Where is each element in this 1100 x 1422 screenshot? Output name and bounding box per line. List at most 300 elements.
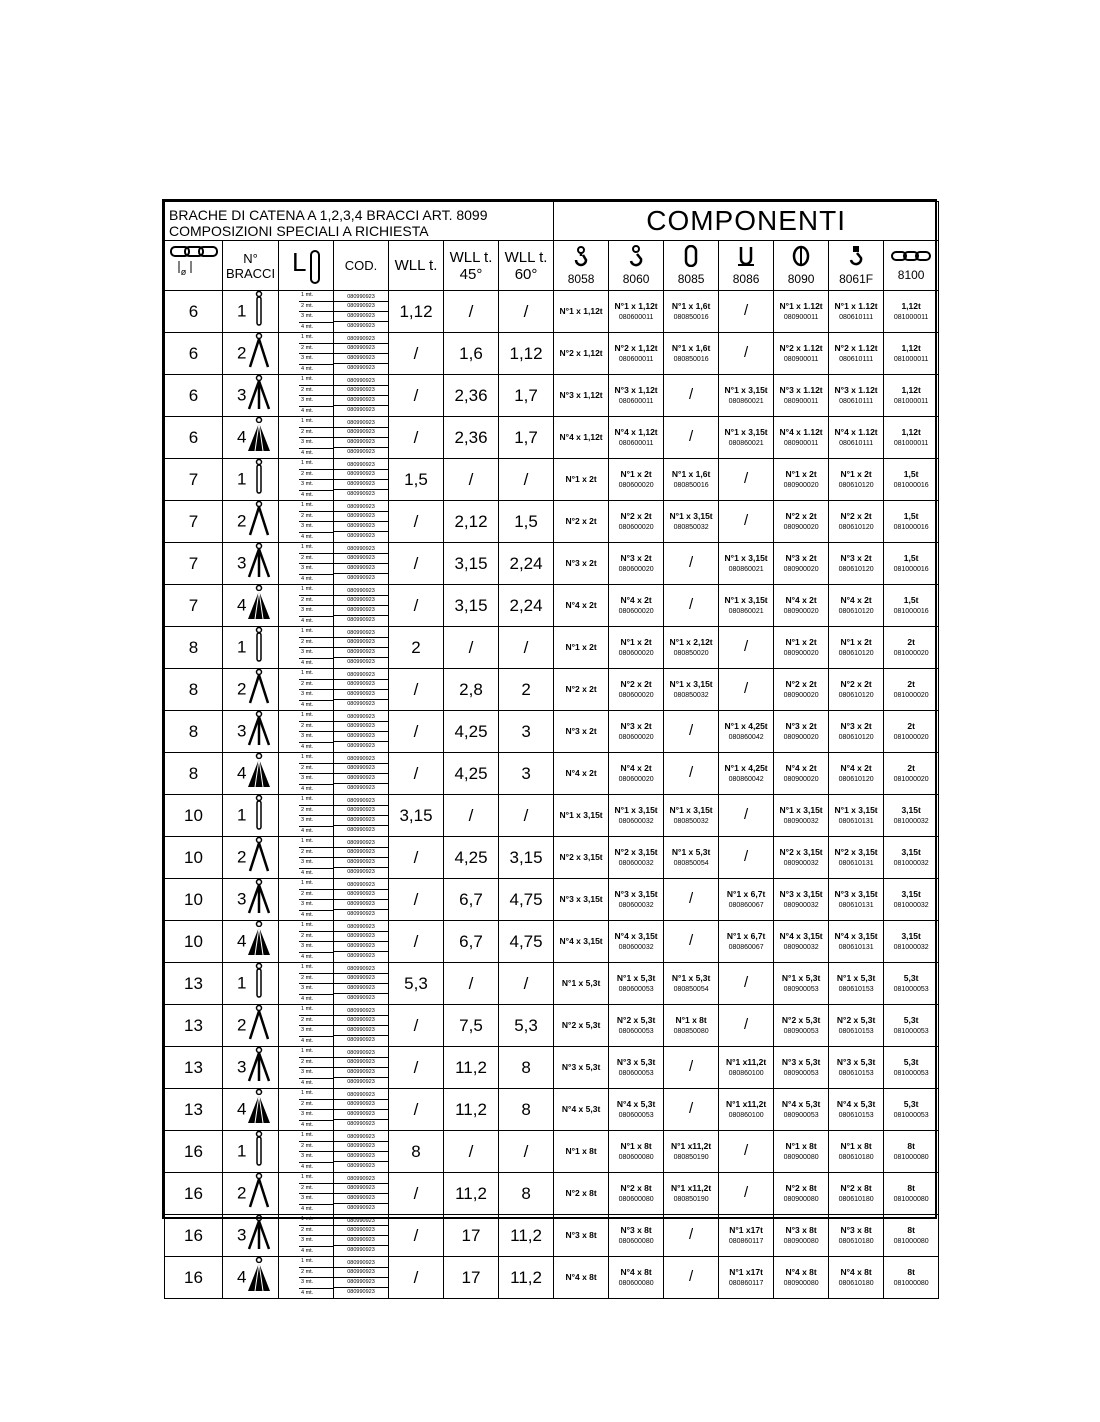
component-code-number: 080900020 xyxy=(783,565,819,573)
chain-8100-icon xyxy=(884,249,938,266)
length-code: 080990923 xyxy=(334,427,388,437)
component-code-number: 080850054 xyxy=(673,859,709,867)
length-option: 4 mt. xyxy=(299,1120,333,1131)
length-option: 4 mt. xyxy=(299,784,333,795)
component-cell-8085 xyxy=(664,1215,719,1257)
component-qty: 5,3t xyxy=(903,1056,919,1067)
length-code: 080990923 xyxy=(334,395,388,405)
length-option: 2 mt. xyxy=(299,553,333,564)
component-cell-8058 xyxy=(554,837,609,879)
component-qty: N°1 x 3,15t xyxy=(724,552,768,563)
component-qty: N°1 x 3,15t xyxy=(669,510,713,521)
length-cell xyxy=(279,1131,334,1173)
length-option: 4 mt. xyxy=(299,826,333,837)
component-qty: 2t xyxy=(907,720,915,731)
component-cell-8058 xyxy=(554,333,609,375)
diameter-header xyxy=(165,241,223,291)
component-qty: N°2 x 5,3t xyxy=(836,1014,876,1025)
wll-cell: 5,3 xyxy=(389,963,444,1005)
length-code: 080990923 xyxy=(334,973,388,983)
wll60-cell: 8 xyxy=(499,1047,554,1089)
arms-count: 4 xyxy=(237,763,247,783)
length-code: 080990923 xyxy=(334,721,388,731)
arms-cell xyxy=(223,1257,279,1299)
component-code-number: 081000020 xyxy=(893,691,929,699)
component-code-number: 081000016 xyxy=(893,565,929,573)
component-cell-8060 xyxy=(609,1257,664,1299)
length-option: 4 mt. xyxy=(299,1162,333,1173)
sling-2-arm-icon xyxy=(246,333,272,374)
arms-count: 3 xyxy=(237,1057,247,1077)
length-option: 1 mt. xyxy=(301,796,314,802)
component-code-number: 080610120 xyxy=(838,523,874,531)
diameter-cell: 16 xyxy=(165,1131,223,1173)
table-row xyxy=(165,501,939,543)
component-cell-8061f xyxy=(829,669,884,711)
component-code-number: 080900020 xyxy=(783,523,819,531)
component-qty: / xyxy=(689,596,694,613)
component-cell-8061f xyxy=(829,501,884,543)
component-code-number: 080900032 xyxy=(783,859,819,867)
length-code: 080990923 xyxy=(334,1245,388,1255)
length-code: 080990923 xyxy=(347,839,375,846)
component-qty: N°2 x 5,3t xyxy=(561,1020,601,1030)
length-code: 080990923 xyxy=(334,815,388,825)
component-cell-8085 xyxy=(664,459,719,501)
component-code-number: 080600020 xyxy=(618,775,654,783)
component-cell-8060 xyxy=(609,1215,664,1257)
length-code: 080990923 xyxy=(334,679,388,689)
component-qty: N°2 x 3,15t xyxy=(834,846,878,857)
table-row xyxy=(165,669,939,711)
length-code: 080990923 xyxy=(347,503,375,510)
component-cell-8100 xyxy=(884,795,939,837)
component-cell-8060 xyxy=(609,1131,664,1173)
component-qty: / xyxy=(744,302,749,319)
component-qty: N°4 x 8t xyxy=(785,1266,817,1277)
component-cell-8086 xyxy=(719,291,774,333)
component-cell-8061f xyxy=(829,1047,884,1089)
wll60-cell: 11,2 xyxy=(499,1215,554,1257)
component-code-number: 081000053 xyxy=(893,1027,929,1035)
component-cell-8061f xyxy=(829,1089,884,1131)
component-code-number: 080600011 xyxy=(618,313,654,321)
component-qty: N°4 x 2t xyxy=(620,594,652,605)
component-cell-8090 xyxy=(774,1173,829,1215)
component-cell-8058 xyxy=(554,1215,609,1257)
code-cell xyxy=(334,333,389,375)
component-cell-8085 xyxy=(664,543,719,585)
length-code: 080990923 xyxy=(334,1225,388,1235)
length-option: 2 mt. xyxy=(299,847,333,858)
sling-2-arm-icon xyxy=(246,669,272,710)
component-code-number: 080610111 xyxy=(839,313,874,321)
code-cell xyxy=(334,543,389,585)
component-qty: N°2 x 1.12t xyxy=(779,342,823,353)
component-cell-8090 xyxy=(774,753,829,795)
component-qty: N°1 x 2t xyxy=(620,636,652,647)
length-option: 1 mt. xyxy=(301,922,314,928)
arms-count: 2 xyxy=(237,343,247,363)
component-qty: N°4 x 2t xyxy=(785,594,817,605)
component-cell-8060 xyxy=(609,1173,664,1215)
wll-cell: / xyxy=(389,669,444,711)
component-qty: N°2 x 1,12t xyxy=(559,348,603,358)
length-option: 1 mt. xyxy=(301,502,314,508)
table-row xyxy=(165,1005,939,1047)
component-qty: 2t xyxy=(907,762,915,773)
length-option: 1 mt. xyxy=(301,418,314,424)
sling-1-arm-icon xyxy=(246,627,272,668)
component-qty: N°2 x 2t xyxy=(840,510,872,521)
component-cell-8100 xyxy=(884,1173,939,1215)
component-code-number: 080860021 xyxy=(728,397,764,405)
component-cell-8100 xyxy=(884,501,939,543)
component-qty: N°1 x 2,12t xyxy=(669,636,713,647)
arms-cell xyxy=(223,291,279,333)
length-option: 2 mt. xyxy=(299,1267,333,1278)
length-option: 4 mt. xyxy=(299,322,333,333)
component-cell-8086 xyxy=(719,921,774,963)
diameter-cell: 16 xyxy=(165,1257,223,1299)
component-qty: N°4 x 2t xyxy=(620,762,652,773)
length-code: 080990923 xyxy=(334,479,388,489)
component-qty: N°3 x 1,12t xyxy=(559,390,603,400)
component-code-number: 080850080 xyxy=(673,1027,709,1035)
component-cell-8060 xyxy=(609,417,664,459)
wll45-cell: 1,6 xyxy=(444,333,499,375)
component-code-number: 080860021 xyxy=(728,607,764,615)
arms-count: 1 xyxy=(237,1141,247,1161)
component-code-number: 080610153 xyxy=(838,1111,874,1119)
component-code-number: 081000011 xyxy=(893,439,929,447)
length-cell xyxy=(279,627,334,669)
component-qty: N°1 x11,2t xyxy=(725,1056,767,1067)
sling-4-arm-icon xyxy=(246,417,272,458)
component-code-number: 080600032 xyxy=(618,943,654,951)
diameter-cell: 10 xyxy=(165,837,223,879)
component-code-number: 080610120 xyxy=(838,649,874,657)
component-code-number: 080600080 xyxy=(618,1279,654,1287)
arms-cell xyxy=(223,1131,279,1173)
length-code: 080990923 xyxy=(334,511,388,521)
wll-cell: / xyxy=(389,1215,444,1257)
wll60-cell: 3,15 xyxy=(499,837,554,879)
component-code-number: 080610180 xyxy=(838,1279,874,1287)
component-header-8085 xyxy=(664,241,719,291)
component-code-number: 080850016 xyxy=(673,481,709,489)
component-cell-8060 xyxy=(609,501,664,543)
component-qty: 3,15t xyxy=(901,804,921,815)
component-code-number: 080850032 xyxy=(673,817,709,825)
component-code-number: 080900020 xyxy=(783,691,819,699)
length-option: 1 mt. xyxy=(301,964,314,970)
component-cell-8061f xyxy=(829,1257,884,1299)
arms-cell xyxy=(223,333,279,375)
diameter-cell: 6 xyxy=(165,291,223,333)
component-code-number: 080610153 xyxy=(838,985,874,993)
length-code: 080990923 xyxy=(334,731,388,741)
component-code-number: 081000016 xyxy=(893,481,929,489)
code-cell xyxy=(334,963,389,1005)
sling-1-arm-icon xyxy=(246,459,272,500)
component-qty: / xyxy=(744,1142,749,1159)
component-cell-8058 xyxy=(554,291,609,333)
component-code-number: 080600032 xyxy=(618,859,654,867)
component-cell-8060 xyxy=(609,291,664,333)
component-code-number: 081000080 xyxy=(893,1237,929,1245)
length-code: 080990923 xyxy=(334,1141,388,1151)
component-qty: N°4 x 2t xyxy=(565,600,597,610)
diameter-cell: 7 xyxy=(165,585,223,627)
component-qty: 3,15t xyxy=(901,846,921,857)
length-code: 080990923 xyxy=(347,1217,375,1224)
component-qty: N°4 x 5,3t xyxy=(561,1104,601,1114)
component-cell-8061f xyxy=(829,837,884,879)
component-code-number: 080600011 xyxy=(618,397,654,405)
wll45-cell: / xyxy=(444,459,499,501)
arms-count: 1 xyxy=(237,301,247,321)
code-cell xyxy=(334,1257,389,1299)
length-option: 1 mt. xyxy=(301,1048,314,1054)
component-qty: / xyxy=(744,1016,749,1033)
component-code: 8090 xyxy=(787,272,815,286)
arms-cell xyxy=(223,375,279,417)
component-cell-8058 xyxy=(554,669,609,711)
component-cell-8100 xyxy=(884,1047,939,1089)
length-code: 080990923 xyxy=(347,797,375,804)
component-cell-8061f xyxy=(829,417,884,459)
length-cell xyxy=(279,795,334,837)
component-cell-8085 xyxy=(664,501,719,543)
diameter-cell: 8 xyxy=(165,711,223,753)
component-code-number: 080600020 xyxy=(618,649,654,657)
wll-cell: / xyxy=(389,501,444,543)
wll-cell: 2 xyxy=(389,627,444,669)
length-option: 3 mt. xyxy=(299,983,333,994)
component-cell-8058 xyxy=(554,375,609,417)
length-code: 080990923 xyxy=(334,437,388,447)
component-cell-8058 xyxy=(554,1173,609,1215)
component-cell-8090 xyxy=(774,543,829,585)
component-code-number: 080900080 xyxy=(783,1237,819,1245)
component-cell-8060 xyxy=(609,585,664,627)
component-code-number: 081000011 xyxy=(893,313,929,321)
length-code: 080990923 xyxy=(334,1057,388,1067)
wll45-cell: 6,7 xyxy=(444,921,499,963)
wll45-cell: 6,7 xyxy=(444,879,499,921)
wll-cell: / xyxy=(389,375,444,417)
component-cell-8058 xyxy=(554,963,609,1005)
component-cell-8058 xyxy=(554,1131,609,1173)
length-code: 080990923 xyxy=(334,605,388,615)
length-option: 3 mt. xyxy=(299,563,333,574)
component-qty: / xyxy=(689,890,694,907)
component-qty: / xyxy=(744,638,749,655)
length-code: 080990923 xyxy=(334,1035,388,1045)
arms-count: 3 xyxy=(237,1225,247,1245)
length-code: 080990923 xyxy=(334,1267,388,1277)
hook-8061f-icon xyxy=(829,245,883,270)
component-cell-8060 xyxy=(609,627,664,669)
length-code: 080990923 xyxy=(334,857,388,867)
wll60-cell: / xyxy=(499,963,554,1005)
table-row xyxy=(165,921,939,963)
component-qty: 2t xyxy=(907,636,915,647)
component-cell-8060 xyxy=(609,1047,664,1089)
hook-8058-icon xyxy=(554,245,608,270)
table-row xyxy=(165,543,939,585)
length-code: 080990923 xyxy=(347,377,375,384)
length-option: 3 mt. xyxy=(299,311,333,322)
component-cell-8090 xyxy=(774,1005,829,1047)
length-option: 4 mt. xyxy=(299,1204,333,1215)
sling-1-arm-icon xyxy=(246,291,272,332)
component-qty: N°1 x 8t xyxy=(840,1140,872,1151)
arms-count: 2 xyxy=(237,511,247,531)
length-cell xyxy=(279,753,334,795)
component-cell-8100 xyxy=(884,417,939,459)
table-row xyxy=(165,1173,939,1215)
sling-2-arm-icon xyxy=(246,501,272,542)
component-cell-8100 xyxy=(884,291,939,333)
component-cell-8085 xyxy=(664,1131,719,1173)
arms-cell xyxy=(223,1089,279,1131)
component-code-number: 080860117 xyxy=(728,1237,764,1245)
length-code: 080990923 xyxy=(347,1259,375,1266)
length-code: 080990923 xyxy=(347,1133,375,1140)
component-cell-8058 xyxy=(554,879,609,921)
length-option: 1 mt. xyxy=(301,334,314,340)
component-cell-8086 xyxy=(719,963,774,1005)
length-cell xyxy=(279,711,334,753)
component-qty: N°1 x 3,15t xyxy=(559,810,603,820)
component-qty: N°1 x17t xyxy=(729,1266,763,1277)
component-code: 8058 xyxy=(567,272,595,286)
component-qty: N°4 x 5,3t xyxy=(836,1098,876,1109)
component-qty: / xyxy=(689,554,694,571)
length-code: 080990923 xyxy=(334,889,388,899)
length-code: 080990923 xyxy=(334,1109,388,1119)
arms-count: 4 xyxy=(237,1099,247,1119)
component-code-number: 080860100 xyxy=(728,1111,764,1119)
arms-cell xyxy=(223,1005,279,1047)
wll-cell: 8 xyxy=(389,1131,444,1173)
arms-cell xyxy=(223,417,279,459)
component-cell-8061f xyxy=(829,795,884,837)
length-code: 080990923 xyxy=(334,783,388,793)
arms-cell xyxy=(223,1215,279,1257)
component-cell-8085 xyxy=(664,333,719,375)
component-qty: / xyxy=(744,470,749,487)
component-cell-8061f xyxy=(829,1215,884,1257)
component-cell-8085 xyxy=(664,417,719,459)
component-code-number: 080600053 xyxy=(618,1069,654,1077)
component-qty: 1,5t xyxy=(903,594,919,605)
length-cell xyxy=(279,1215,334,1257)
diameter-cell: 6 xyxy=(165,375,223,417)
length-cell xyxy=(279,333,334,375)
component-qty: N°1 x 5,3t xyxy=(671,972,711,983)
arms-cell xyxy=(223,1047,279,1089)
arms-cell xyxy=(223,795,279,837)
component-qty: N°4 x 8t xyxy=(565,1272,597,1282)
component-cell-8090 xyxy=(774,795,829,837)
component-code-number: 080850054 xyxy=(673,985,709,993)
length-code: 080990923 xyxy=(334,615,388,625)
component-qty: N°4 x 3,15t xyxy=(779,930,823,941)
table-row xyxy=(165,879,939,921)
sling-4-arm-icon xyxy=(246,1089,272,1130)
length-code: 080990923 xyxy=(334,521,388,531)
component-qty: N°1 x11,2t xyxy=(725,1098,767,1109)
length-option: 3 mt. xyxy=(299,1277,333,1288)
code-cell xyxy=(334,837,389,879)
length-option: 1 mt. xyxy=(301,670,314,676)
component-qty: N°3 x 8t xyxy=(840,1224,872,1235)
code-cell xyxy=(334,1089,389,1131)
component-code-number: 081000053 xyxy=(893,1111,929,1119)
wll60-cell: 8 xyxy=(499,1089,554,1131)
component-code-number: 081000053 xyxy=(893,985,929,993)
component-cell-8058 xyxy=(554,711,609,753)
length-cell xyxy=(279,837,334,879)
table-row xyxy=(165,1131,939,1173)
component-cell-8060 xyxy=(609,333,664,375)
component-qty: N°4 x 2t xyxy=(565,768,597,778)
component-cell-8085 xyxy=(664,711,719,753)
component-code: 8086 xyxy=(732,272,760,286)
length-option: 3 mt. xyxy=(299,1235,333,1246)
arms-cell xyxy=(223,711,279,753)
component-qty: N°4 x 3,15t xyxy=(559,936,603,946)
length-code: 080990923 xyxy=(347,881,375,888)
wll45-cell: / xyxy=(444,795,499,837)
length-code: 080990923 xyxy=(347,1049,375,1056)
wll60-cell: 11,2 xyxy=(499,1257,554,1299)
wll45-cell: 3,15 xyxy=(444,585,499,627)
length-option: 1 mt. xyxy=(301,460,314,466)
component-cell-8090 xyxy=(774,1257,829,1299)
length-option: 4 mt. xyxy=(299,1288,333,1299)
wll45-cell: 2,36 xyxy=(444,375,499,417)
component-code-number: 080900032 xyxy=(783,901,819,909)
cod-header: COD. xyxy=(334,241,389,291)
component-cell-8086 xyxy=(719,1215,774,1257)
component-code-number: 080600020 xyxy=(618,565,654,573)
component-qty: N°1 x 5,3t xyxy=(561,978,601,988)
arms-cell xyxy=(223,669,279,711)
chain-sling-table xyxy=(162,199,937,1296)
component-qty: N°1 x 6,7t xyxy=(726,930,766,941)
component-cell-8085 xyxy=(664,753,719,795)
wll60-cell: 2,24 xyxy=(499,543,554,585)
component-cell-8058 xyxy=(554,543,609,585)
length-cell xyxy=(279,291,334,333)
table-row xyxy=(165,753,939,795)
code-cell xyxy=(334,417,389,459)
arms-count: 3 xyxy=(237,889,247,909)
component-qty: N°1 x 8t xyxy=(565,1146,597,1156)
component-header-8086 xyxy=(719,241,774,291)
length-option: 4 mt. xyxy=(299,1036,333,1047)
length-code: 080990923 xyxy=(334,1025,388,1035)
component-code-number: 080850190 xyxy=(673,1153,709,1161)
component-code-number: 080850032 xyxy=(673,691,709,699)
component-cell-8086 xyxy=(719,375,774,417)
length-option: 2 mt. xyxy=(299,763,333,774)
length-code: 080990923 xyxy=(334,311,388,321)
